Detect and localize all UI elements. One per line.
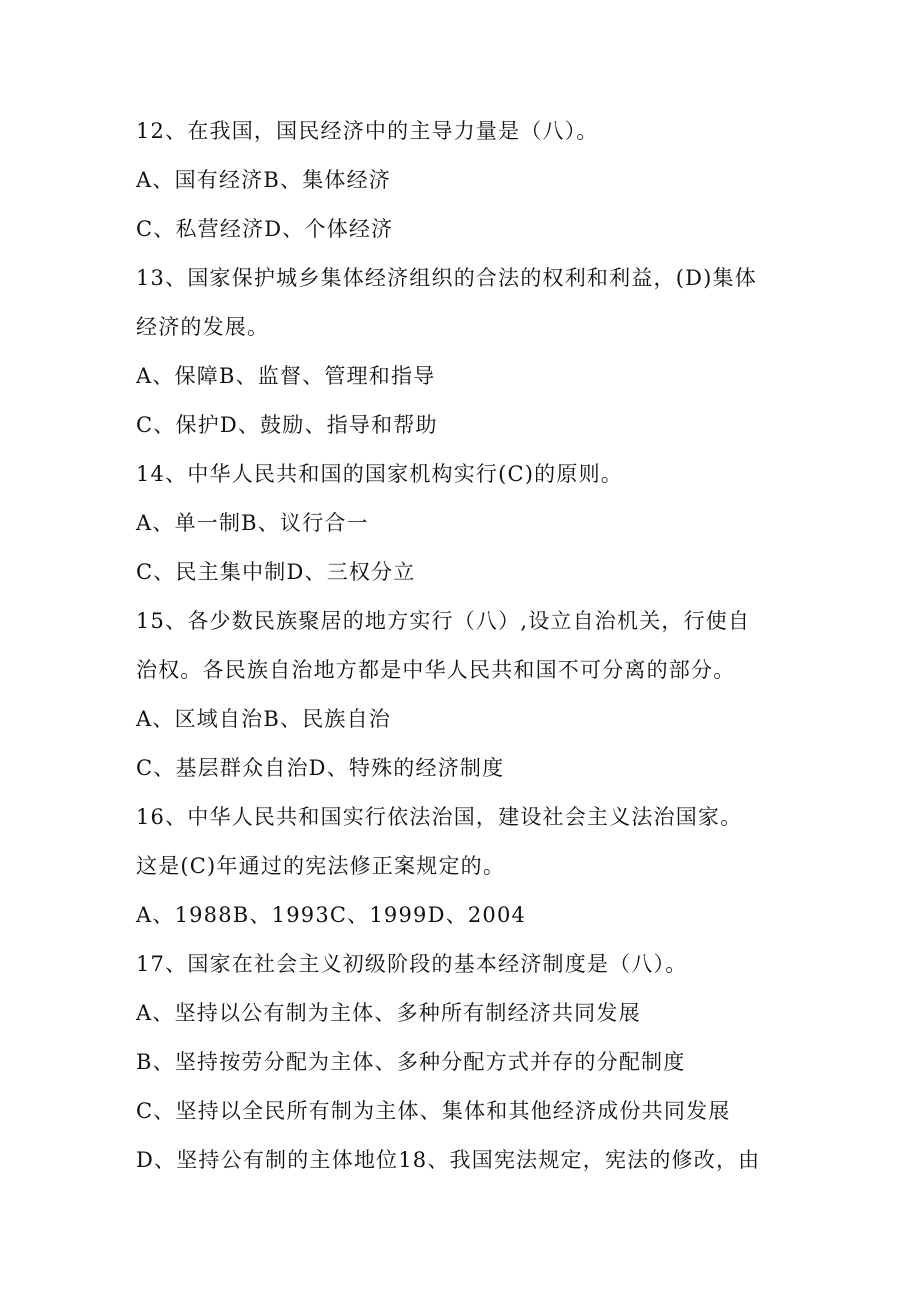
question-13-stem-line1: 13、国家保护城乡集体经济组织的合法的权利和利益，(D)集体 [136, 266, 757, 290]
question-17-stem: 17、国家在社会主义初级阶段的基本经济制度是（八）。 [136, 952, 688, 976]
question-12-options-cd: C、私营经济D、个体经济 [136, 217, 394, 241]
question-14-options-cd: C、民主集中制D、三权分立 [136, 560, 416, 584]
question-17-option-b: B、坚持按劳分配为主体、多种分配方式并存的分配制度 [136, 1050, 686, 1074]
question-17-option-a: A、坚持以公有制为主体、多种所有制经济共同发展 [136, 1001, 641, 1025]
question-12-options-ab: A、国有经济B、集体经济 [136, 168, 391, 192]
question-12-stem: 12、在我国，国民经济中的主导力量是（八）。 [136, 119, 599, 143]
question-14-stem: 14、中华人民共和国的国家机构实行(C)的原则。 [136, 462, 623, 486]
question-16-options: A、1988B、1993C、1999D、2004 [136, 903, 527, 927]
question-14-options-ab: A、单一制B、议行合一 [136, 511, 369, 535]
question-13-options-ab: A、保障B、监督、管理和指导 [136, 364, 436, 388]
question-17-option-d-and-question-18: D、坚持公有制的主体地位18、我国宪法规定，宪法的修改，由 [136, 1148, 761, 1172]
question-17-option-c: C、坚持以全民所有制为主体、集体和其他经济成份共同发展 [136, 1099, 731, 1123]
question-16-stem-line2: 这是(C)年通过的宪法修正案规定的。 [136, 854, 506, 878]
question-15-options-cd: C、基层群众自治D、特殊的经济制度 [136, 756, 505, 780]
question-15-stem-line1: 15、各少数民族聚居的地方实行（八）,设立自治机关，行使自 [136, 609, 751, 633]
document-body [136, 112, 786, 1190]
question-15-stem-line2: 治权。各民族自治地方都是中华人民共和国不可分离的部分。 [136, 658, 736, 682]
question-13-stem-line2: 经济的发展。 [136, 315, 270, 339]
question-13-options-cd: C、保护D、鼓励、指导和帮助 [136, 413, 438, 437]
question-16-stem-line1: 16、中华人民共和国实行依法治国，建设社会主义法治国家。 [136, 805, 743, 829]
question-15-options-ab: A、区域自治B、民族自治 [136, 707, 391, 731]
